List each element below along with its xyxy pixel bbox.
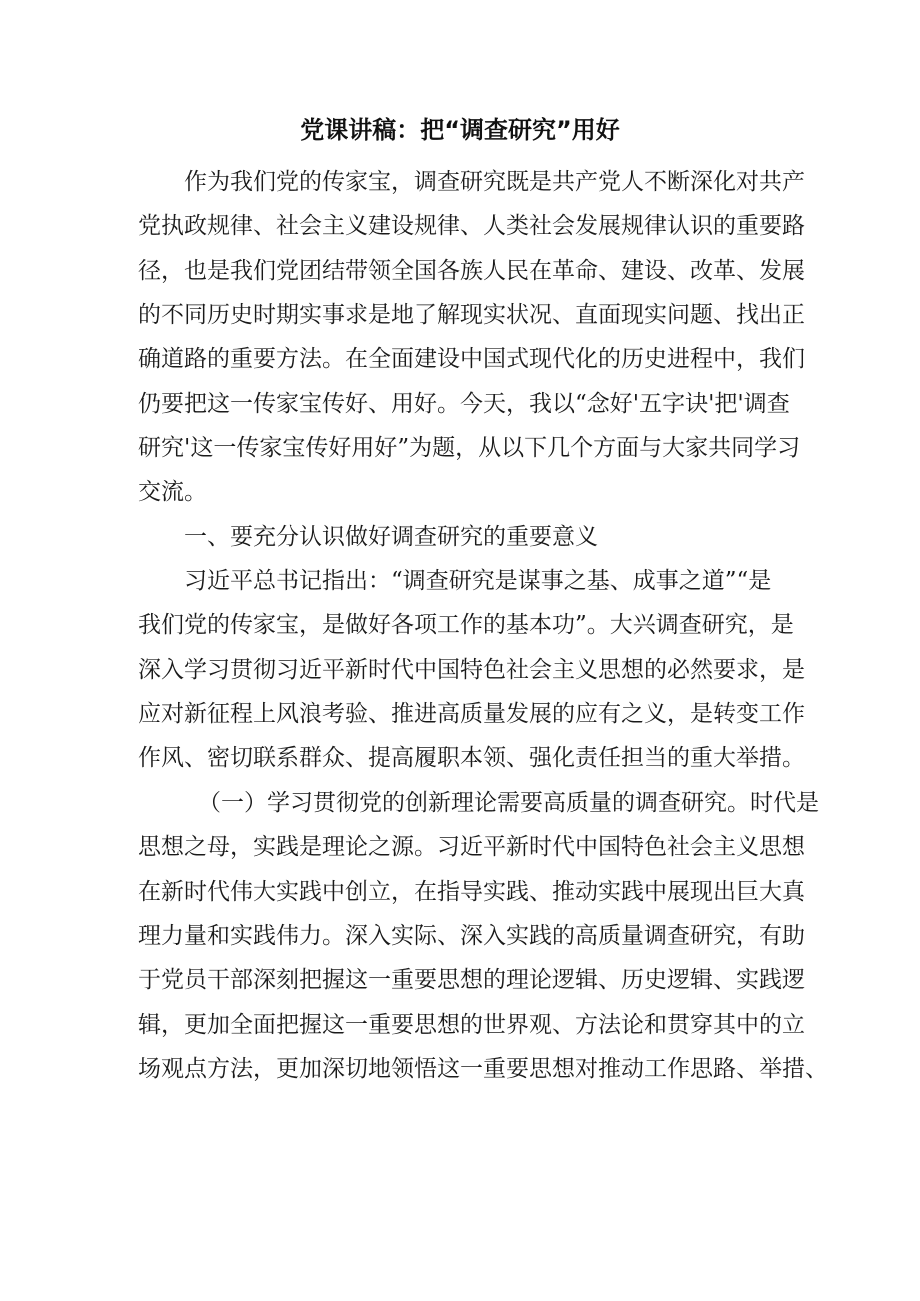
paragraph-line: 作为我们党的传家宝，调查研究既是共产党人不断深化对共产 — [184, 169, 805, 195]
paragraph-line: 辑，更加全面把握这一重要思想的世界观、方法论和贯穿其中的立 — [138, 1011, 805, 1038]
paragraph-line: 思想之母，实践是理论之源。习近平新时代中国特色社会主义思想 — [138, 834, 805, 861]
paragraph-line: 场观点方法，更加深切地领悟这一重要思想对推动工作思路、举措、 — [138, 1055, 828, 1082]
paragraph-line: 习近平总书记指出：“调查研究是谋事之基、成事之道”“是 — [184, 568, 772, 595]
subsection-line: （一）学习贯彻党的创新理论需要高质量的调查研究。时代是 — [198, 789, 819, 816]
paragraph-line: 研究'这一传家宝传好用好”为题，从以下几个方面与大家共同学习 — [138, 435, 801, 462]
paragraph-line: 交流。 — [138, 479, 207, 506]
paragraph-line: 作风、密切联系群众、提高履职本领、强化责任担当的重大举措。 — [138, 745, 805, 772]
document-title: 党课讲稿：把“调查研究”用好 — [300, 116, 620, 144]
paragraph-line: 党执政规律、社会主义建设规律、人类社会发展规律认识的重要路 — [138, 213, 805, 240]
paragraph-line: 理力量和实践伟力。深入实际、深入实践的高质量调查研究，有助 — [138, 922, 805, 949]
paragraph-line: 仍要把这一传家宝传好、用好。今天，我以“念好'五字诀'把'调查 — [138, 390, 790, 417]
document-body — [138, 160, 828, 1091]
section-heading: 一、要充分认识做好调查研究的重要意义 — [184, 523, 598, 550]
paragraph-line: 深入学习贯彻习近平新时代中国特色社会主义思想的必然要求，是 — [138, 656, 805, 683]
paragraph-line: 应对新征程上风浪考验、推进高质量发展的应有之义，是转变工作 — [138, 701, 805, 728]
paragraph-line: 于党员干部深刻把握这一重要思想的理论逻辑、历史逻辑、实践逻 — [138, 967, 805, 994]
paragraph-line: 确道路的重要方法。在全面建设中国式现代化的历史进程中，我们 — [138, 346, 805, 373]
paragraph-line: 的不同历史时期实事求是地了解现实状况、直面现实问题、找出正 — [138, 302, 805, 329]
paragraph-line: 径，也是我们党团结带领全国各族人民在革命、建设、改革、发展 — [138, 257, 805, 284]
paragraph-line: 我们党的传家宝，是做好各项工作的基本功”。大兴调查研究，是 — [138, 612, 794, 639]
paragraph-line: 在新时代伟大实践中创立，在指导实践、推动实践中展现出巨大真 — [138, 878, 805, 905]
